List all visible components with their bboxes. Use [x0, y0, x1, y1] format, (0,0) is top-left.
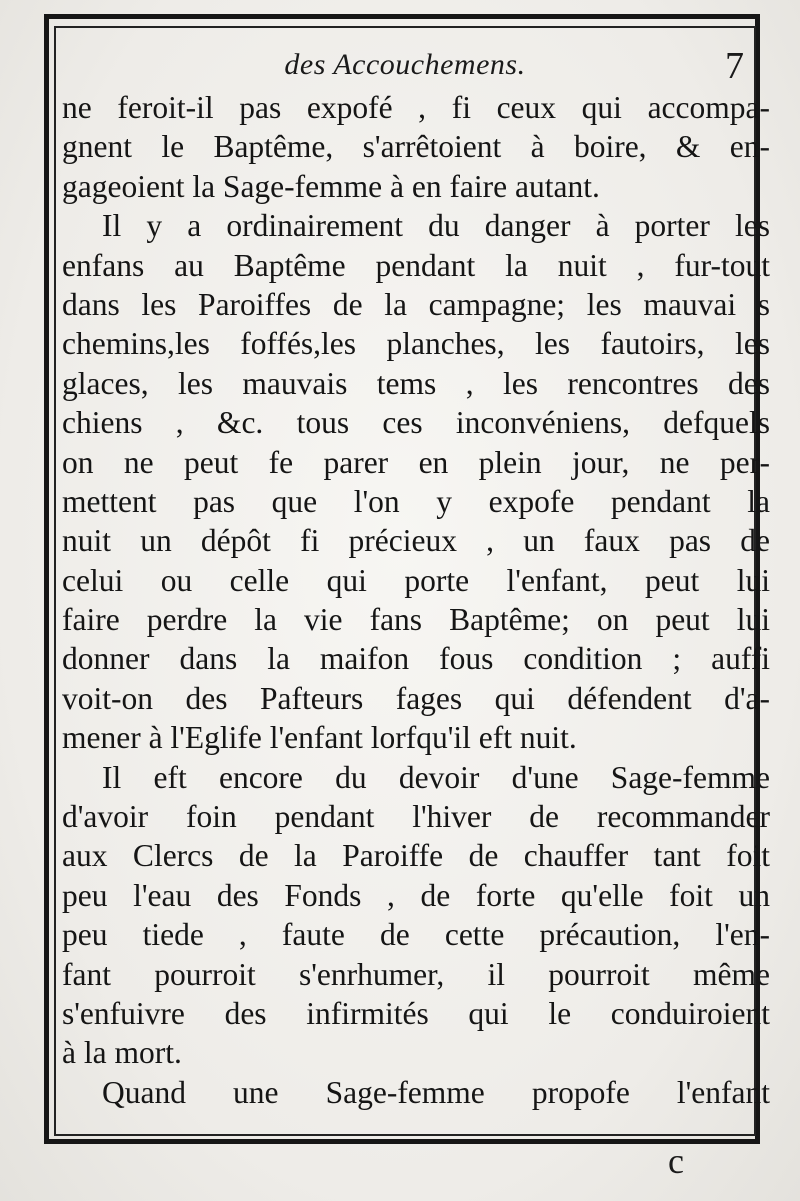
text-line: gnent le Baptême, s'arrêtoient à boire, & en-: [62, 129, 770, 165]
text-line: aux Clercs de la Paroiffe de chauffer tant foit: [62, 838, 770, 874]
text-line: donner dans la maifon fous condition ; auffi: [62, 641, 770, 677]
text-line: peu l'eau des Fonds , de forte qu'elle foit un: [62, 877, 770, 913]
paragraph-start-line: Il eft encore du devoir d'une Sage-femme: [102, 759, 770, 795]
text-line: glaces, les mauvais tems , les rencontres des: [62, 365, 770, 401]
text-line: celui ou celle qui porte l'enfant, peut lui: [62, 562, 770, 598]
text-line: voit-on des Pafteurs fages qui défendent d'a-: [62, 680, 770, 716]
text-line: à la mort.: [62, 1035, 182, 1071]
page-number: 7: [725, 45, 744, 87]
text-line: d'avoir foin pendant l'hiver de recommander: [62, 799, 770, 835]
text-line: mettent pas que l'on y expofe pendant la: [62, 483, 770, 519]
text-line: dans les Paroiffes de la campagne; les mauvai s: [62, 286, 770, 322]
text-line: peu tiede , faute de cette précaution, l'en-: [62, 917, 770, 953]
running-title: des Accouchemens.: [284, 48, 526, 81]
text-line: on ne peut fe parer en plein jour, ne per-: [62, 444, 770, 480]
running-head: [60, 44, 750, 88]
paragraph-start-line: Quand une Sage-femme propofe l'enfant: [102, 1074, 770, 1110]
text-line: gageoient la Sage-femme à en faire autant.: [62, 168, 600, 204]
text-line: s'enfuivre des infirmités qui le conduiroient: [62, 995, 770, 1031]
text-line: fant pourroit s'enrhumer, il pourroit même: [62, 956, 770, 992]
text-line: faire perdre la vie fans Baptême; on peut lui: [62, 602, 770, 638]
signature-mark: c: [668, 1141, 684, 1181]
paragraph-start-line: Il y a ordinairement du danger à porter les: [102, 208, 770, 244]
text-line: enfans au Baptême pendant la nuit , fur-tout: [62, 247, 770, 283]
body-text: [62, 88, 770, 1112]
text-line: nuit un dépôt fi précieux , un faux pas de: [62, 523, 770, 559]
text-line: chiens , &c. tous ces inconvéniens, defquels: [62, 405, 770, 441]
text-line: mener à l'Eglife l'enfant lorfqu'il eft nuit.: [62, 720, 577, 756]
text-line: ne feroit-il pas expofé , fi ceux qui accompa-: [62, 90, 770, 125]
text-line: chemins,les foffés,les planches, les fautoirs, les: [62, 326, 770, 362]
